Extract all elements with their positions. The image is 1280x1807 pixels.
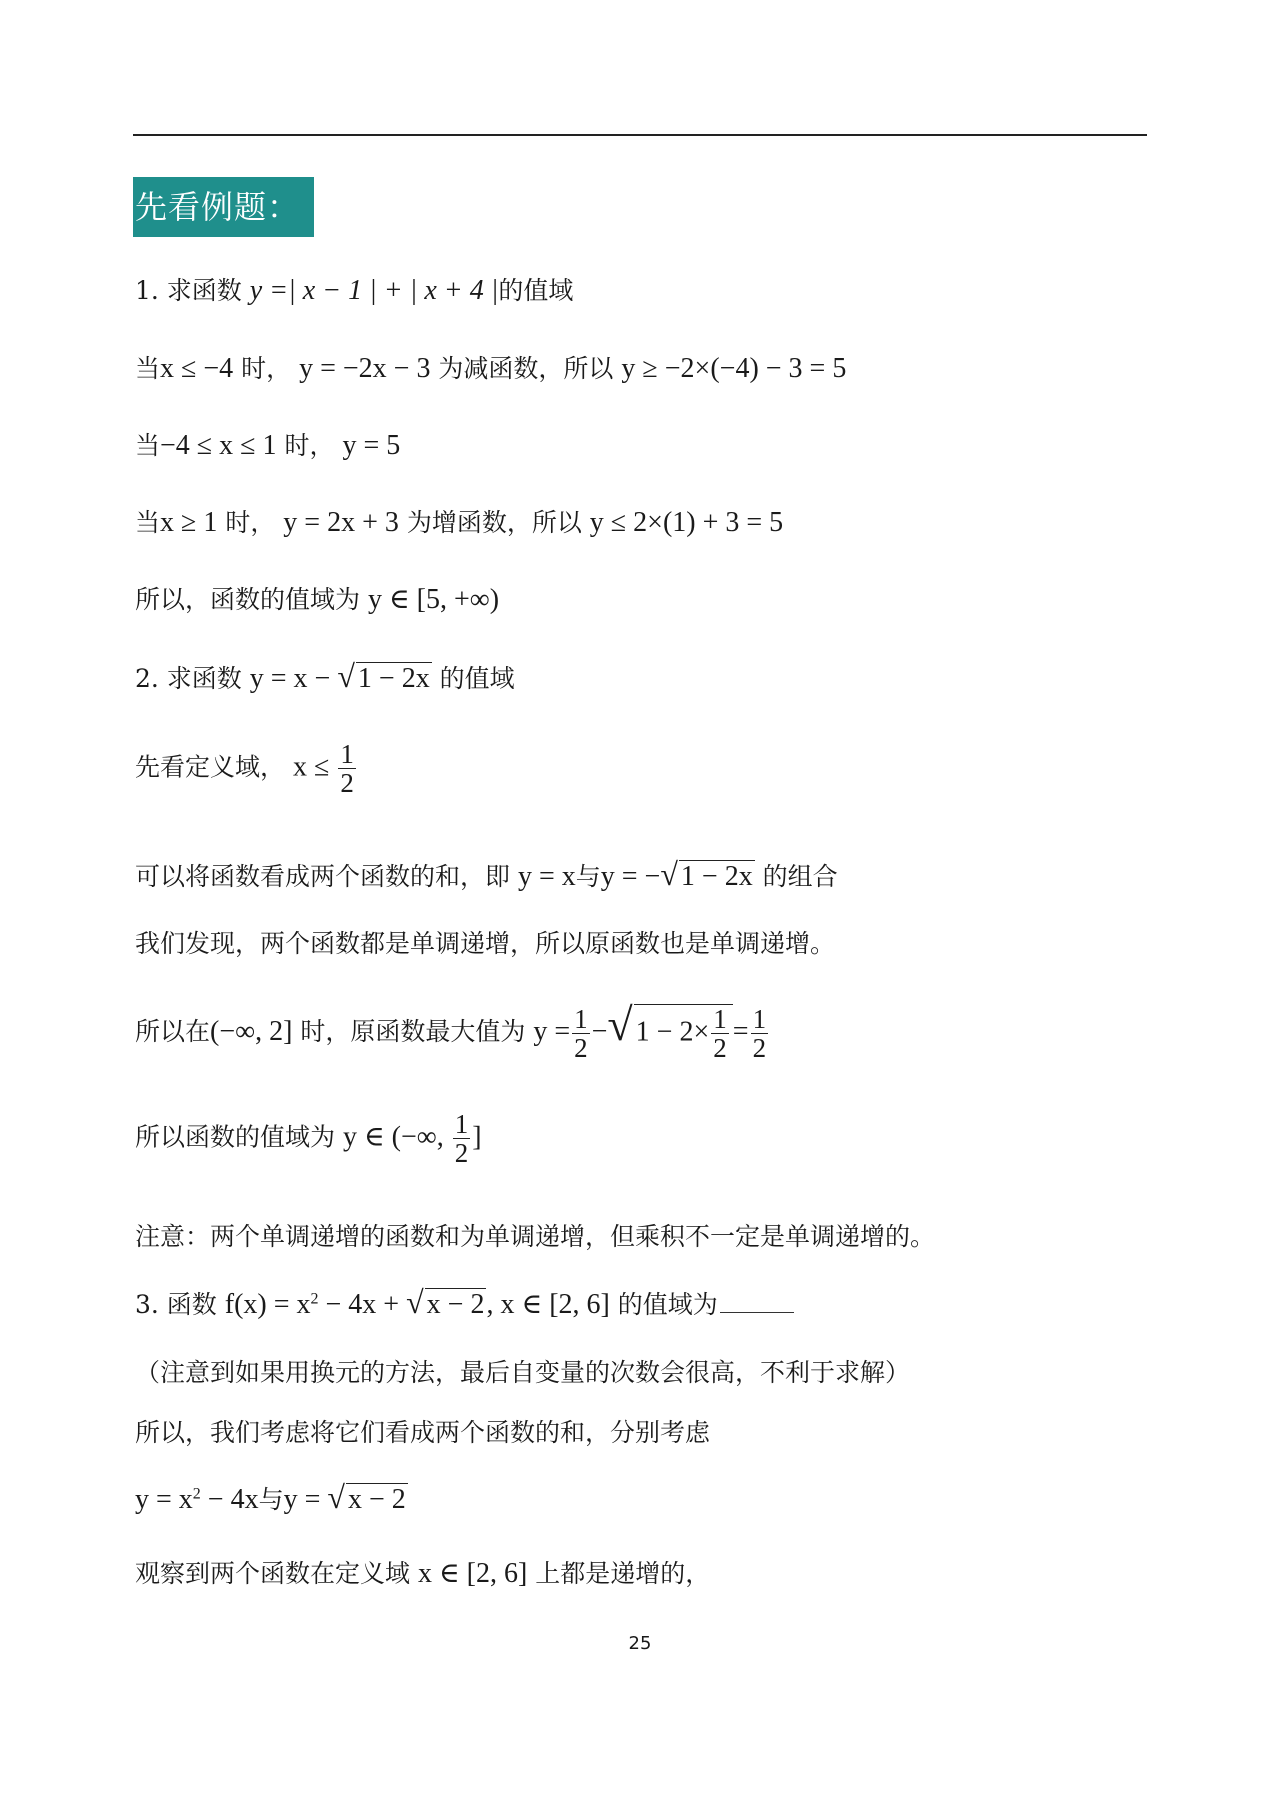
answer-blank [720,1312,794,1313]
sqrt-sign: √ [337,658,355,694]
sqrt-sign: √ [660,856,678,892]
sqrt-sign: √ [406,1284,424,1320]
fraction-half: $\frac{1}{2}$ [752,1003,767,1063]
ex2-monotonic: 我们发现，两个函数都是单调递增，所以原函数也是单调递增。 [135,929,836,958]
ex2-question: 2. 求函数 y = x − √ 1 − 2x 的值域 [135,658,515,694]
ex2-decompose: 可以将函数看成两个函数的和，即 y = x与y = −√ 1 − 2x 的组合 [135,856,838,892]
ex2-maximum: 所以在(−∞, 2] 时，原函数最大值为 y = $\frac{1}{2}$ −√ 1 − 2× $\frac{1}{2}$ = $\frac{1}{2}$ [135,999,767,1064]
fraction-half: $\frac{1}{2}$ [574,1003,588,1063]
ex1-case1: 当x ≤ −4 时， y = −2x − 3 为减函数，所以 y ≥ −2×(−4) − 3 = 5 [135,353,847,384]
ex2-domain: 先看定义域， x ≤ $\frac{1}{2}$ [135,739,354,799]
ex3-pair: $y = x^2 - 4x$与y = √ x − 2 [135,1479,406,1515]
page-number: 25 [628,1633,652,1654]
section-heading: 先看例题： [133,177,314,237]
ex3-consider: 所以，我们考虑将它们看成两个函数的和，分别考虑 [135,1418,711,1447]
ex1-case2: 当−4 ≤ x ≤ 1 时， y = 5 [135,430,401,461]
header-rule [133,134,1147,136]
ex1-case3: 当x ≥ 1 时， y = 2x + 3 为增函数，所以 y ≤ 2×(1) + 3 = 5 [135,507,784,538]
fraction-half: $\frac{1}{2}$ [454,1109,469,1169]
ex2-range: 所以函数的值域为 y ∈ (−∞, $\frac{1}{2}$ ] [135,1109,482,1169]
ex3-question: 3. 函数 $f(x) = x^2 - 4x$ + √ x − 2, x ∈ [2, 6] 的值域为 [135,1284,794,1321]
ex2-note: 注意：两个单调递增的函数和为单调递增，但乘积不一定是单调递增的。 [135,1222,936,1251]
fraction-half: $\frac{1}{2}$ [340,739,354,799]
radicand: 1 − 2× $\frac{1}{2}$ [634,1004,733,1063]
ex3-parenthetical: （注意到如果用换元的方法，最后自变量的次数会很高，不利于求解） [135,1358,911,1387]
ex3-observation: 观察到两个函数在定义域 x ∈ [2, 6] 上都是递增的， [135,1558,711,1589]
fraction-half: $\frac{1}{2}$ [713,1003,727,1064]
ex1-question: 1. 求函数 y =| x − 1 | + | x + 4 |的值域 [135,275,574,306]
sqrt-sign: √ [327,1479,345,1515]
ex1-conclusion: 所以，函数的值域为 y ∈ [5, +∞) [135,584,500,615]
sqrt-sign: √ [607,999,633,1050]
